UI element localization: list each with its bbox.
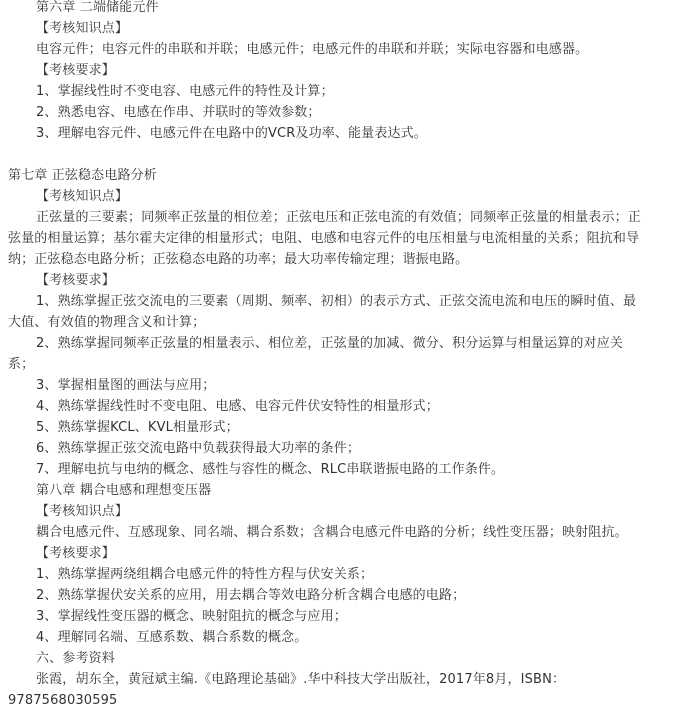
chapter-6-requirement: 1、掌握线性时不变电容、电感元件的特性及计算； <box>36 84 334 99</box>
chapter-7-requirement-line: 7、理解电抗与电纳的概念、感性与容性的概念、RLC串联谐振电路的工作条件。 <box>36 462 505 477</box>
chapter-8-requirement: 3、掌握线性变压器的概念、映射阻抗的概念与应用； <box>36 609 347 624</box>
chapter-6-knowledge-text: 电容元件；电容元件的串联和并联；电感元件；电感元件的串联和并联；实际电容器和电感器。 <box>36 42 589 57</box>
chapter-6-title: 第六章 二端储能元件 <box>36 0 159 15</box>
chapter-6-knowledge-heading: 【考核知识点】 <box>36 21 129 36</box>
chapter-7-knowledge-line: 正弦量的三要素；同频率正弦量的相位差；正弦电压和正弦电流的有效值；同频率正弦量的相量表示；正 <box>36 210 641 225</box>
chapter-6-requirement: 2、熟悉电容、电感在作串、并联时的等效参数； <box>36 105 321 120</box>
chapter-8-requirement: 4、理解同名端、互感系数、耦合系数的概念。 <box>36 630 308 645</box>
chapter-6-requirement: 3、理解电容元件、电感元件在电路中的VCR及功率、能量表达式。 <box>36 126 427 141</box>
chapter-7-requirements-heading: 【考核要求】 <box>36 273 115 288</box>
chapter-7-knowledge-line: 弦量的相量运算；基尔霍夫定律的相量形式；电阻、电感和电容元件的电压相量与电流相量的关系；阻抗和导 <box>8 231 640 246</box>
reference-citation-line: 张霞，胡东全，黄冠斌主编.《电路理论基础》.华中科技大学出版社，2017年8月，ISBN： <box>36 672 566 687</box>
chapter-7-requirement-line: 3、掌握相量图的画法与应用； <box>36 378 216 393</box>
chapter-6-requirements-heading: 【考核要求】 <box>36 63 115 78</box>
chapter-7-requirement-line: 系； <box>8 357 35 372</box>
chapter-8-requirement: 1、熟练掌握两绕组耦合电感元件的特性方程与伏安关系； <box>36 567 374 582</box>
chapter-7-requirement-line: 6、熟练掌握正弦交流电路中负载获得最大功率的条件； <box>36 441 361 456</box>
chapter-8-requirement: 2、熟练掌握伏安关系的应用，用去耦合等效电路分析含耦合电感的电路； <box>36 588 466 603</box>
chapter-7-requirement-line: 大值、有效值的物理含义和计算； <box>8 315 206 330</box>
chapter-8-knowledge-text: 耦合电感元件、互感现象、同名端、耦合系数；含耦合电感元件电路的分析；线性变压器；映射阻抗。 <box>36 525 628 540</box>
chapter-7-requirement-line: 1、熟练掌握正弦交流电的三要素（周期、频率、初相）的表示方式、正弦交流电流和电压的瞬时值、最 <box>36 294 637 309</box>
chapter-7-requirement-line: 5、熟练掌握KCL、KVL相量形式； <box>36 420 239 435</box>
chapter-7-knowledge-line: 纳；正弦稳态电路分析；正弦稳态电路的功率；最大功率传输定理；谐振电路。 <box>8 252 469 267</box>
chapter-7-title: 第七章 正弦稳态电路分析 <box>8 168 157 183</box>
chapter-7-requirement-line: 4、熟练掌握线性时不变电阻、电感、电容元件伏安特性的相量形式； <box>36 399 439 414</box>
chapter-8-requirements-heading: 【考核要求】 <box>36 546 115 561</box>
chapter-7-requirement-line: 2、熟练掌握同频率正弦量的相量表示、相位差，正弦量的加减、微分、积分运算与相量运算的对应关 <box>36 336 624 351</box>
chapter-7-knowledge-heading: 【考核知识点】 <box>36 189 129 204</box>
references-heading: 六、参考资料 <box>36 651 115 666</box>
reference-isbn-line: 9787568030595 <box>8 693 118 708</box>
chapter-8-knowledge-heading: 【考核知识点】 <box>36 504 129 519</box>
chapter-8-title: 第八章 耦合电感和理想变压器 <box>36 483 212 498</box>
